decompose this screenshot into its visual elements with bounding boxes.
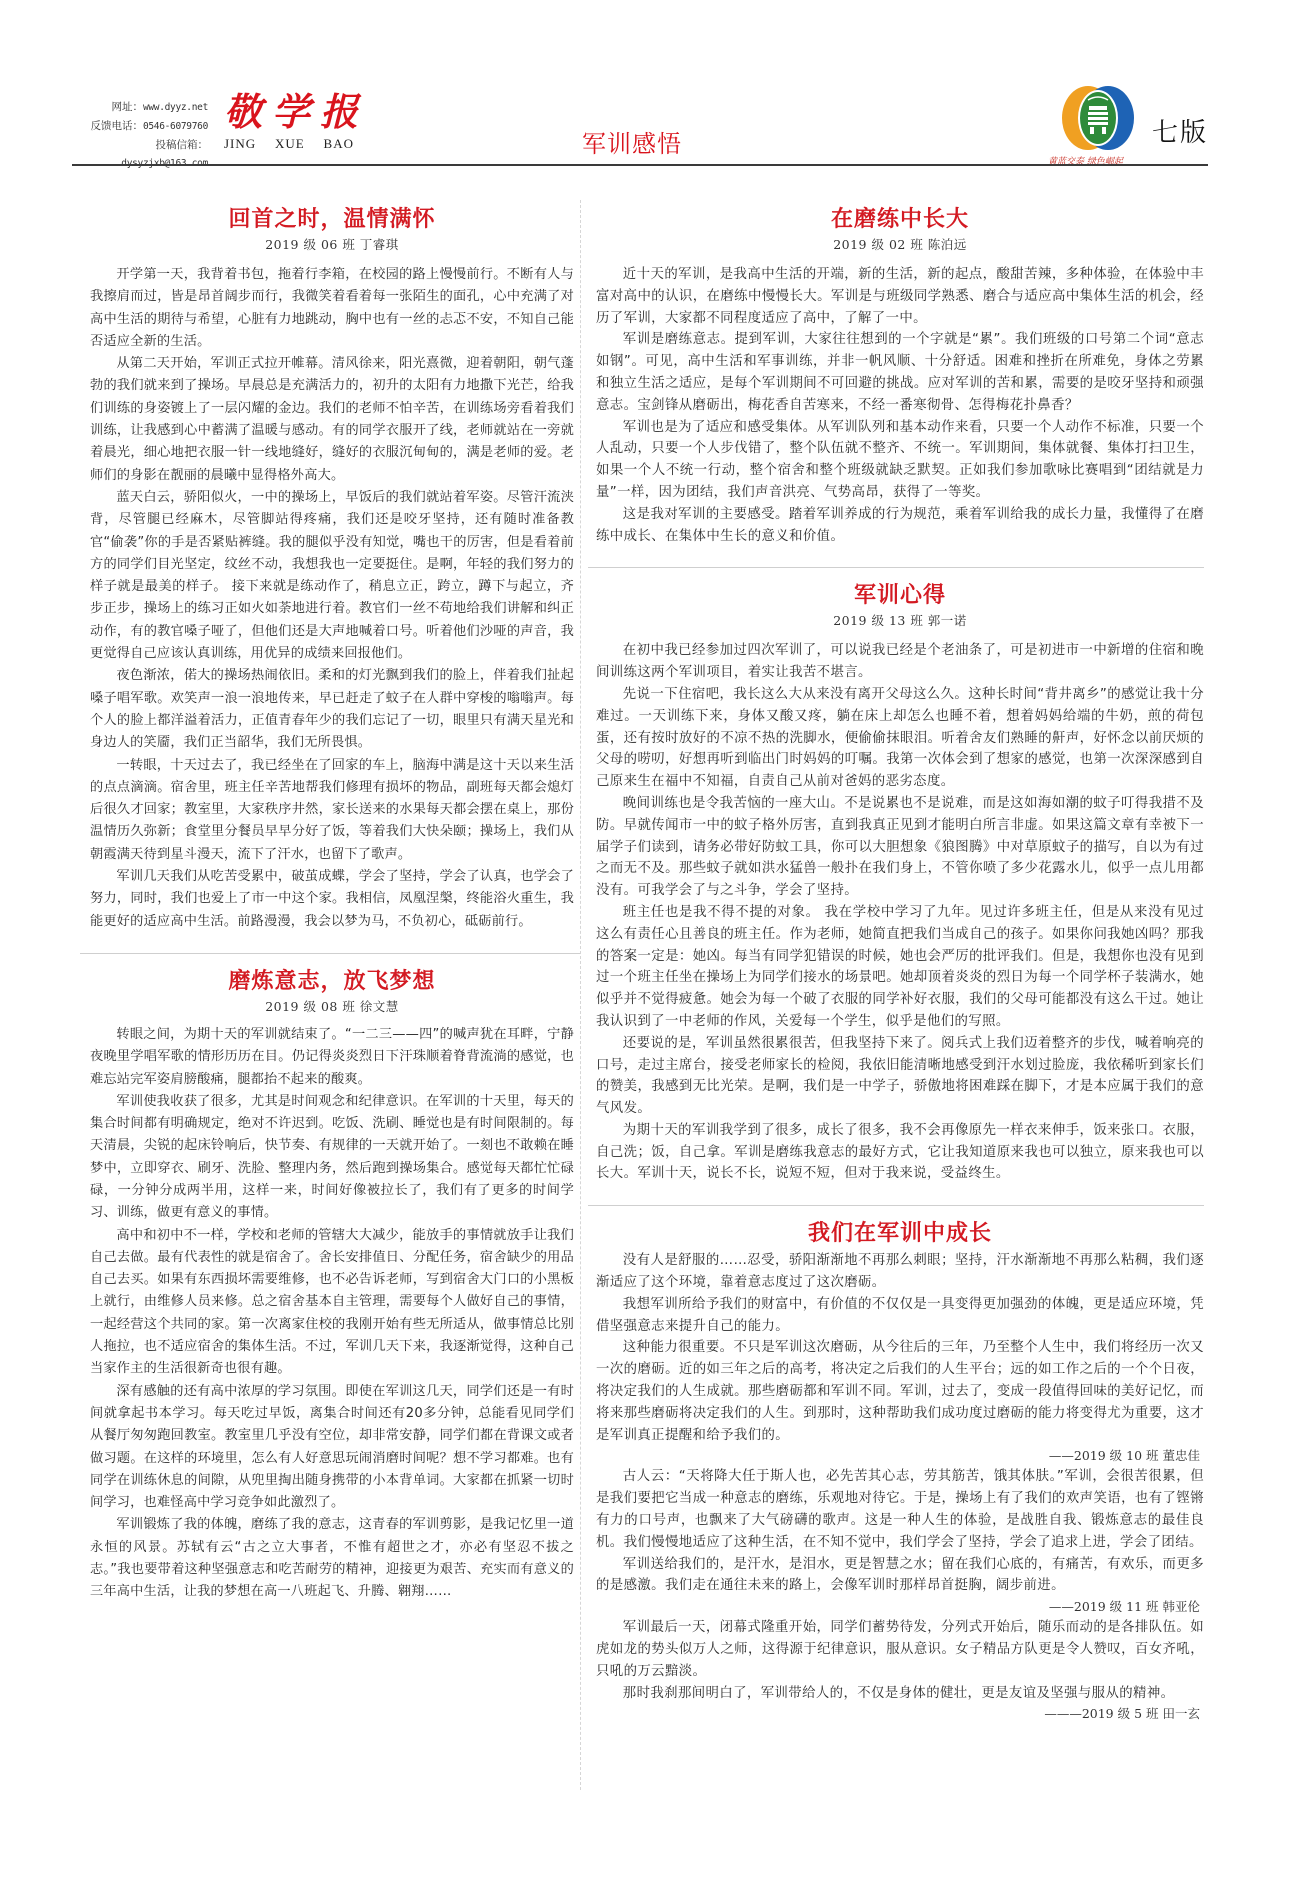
paragraph: 还要说的是，军训虽然很累很苦，但我坚持下来了。阅兵式上我们迈着整齐的步伐，喊着响亮的口号，走过主席台，接受老师家长的检阅，我依旧能清晰地感受到汗水划过脸庞，我依稀听到家长们的赞美，我感到无比光荣。是啊，我们是一中学子，骄傲地将困难踩在脚下，才是本应属于我们的意气风发。 (596, 1035, 1204, 1117)
author-signature: ———2019 级 5 班 田一玄 (1044, 1706, 1200, 1722)
paragraph: 晚间训练也是令我苦恼的一座大山。不是说累也不是说难，而是这如海如潮的蚊子叮得我措不及防。早就传闻市一中的蚊子格外厉害，直到我真正见到才能明白所言非虚。如果这篇文章有幸被下一届学子们读到，请务必带好防蚊工具，你可以大胆想象《狼图腾》中对草原蚊子的描写，自以为有过之而无不及。那些蚊子就如洪水猛兽一般扑在我们身上，不管你喷了多少花露水儿，似乎一点儿用都没有。可我学会了与之斗争，学会了坚持。 (596, 795, 1204, 899)
paragraph: 军训使我收获了很多，尤其是时间观念和纪律意识。在军训的十天里，每天的集合时间都有明确规定，绝对不许迟到。吃饭、洗刷、睡觉也是有时间限制的。每天清晨，尖锐的起床铃响后，快节奏、有规律的一天就开始了。一刻也不敢赖在睡梦中，立即穿衣、刷牙、洗脸、整理内务，然后跑到操场集合。感觉每天都忙忙碌碌，一分钟分成两半用，这样一来，时间好像被拉长了，我们有了更多的时间学习、训练，做更有意义的事情。 (90, 1093, 574, 1221)
article (596, 580, 1204, 1185)
paragraph: 先说一下住宿吧，我长这么大从来没有离开父母这么久。这种长时间“背井离乡”的感觉让我十分难过。一天训练下来，身体又酸又疼，躺在床上却怎么也睡不着，想着妈妈给端的牛奶，煎的荷包蛋，还有按时放好的不凉不热的洗脚水，便偷偷抹眼泪。听着舍友们熟睡的鼾声，好怀念以前厌烦的父母的唠叨，好想再听到临出门时妈妈的叮嘱。我第一次体会到了想家的感觉，也第一次深深感到自己原来生在福中不知福，自责自己从前对爸妈的恶劣态度。 (596, 686, 1204, 790)
paragraph: 深有感触的还有高中浓厚的学习氛围。即使在军训这几天，同学们还是一有时间就拿起书本学习。每天吃过早饭，离集合时间还有20多分钟，总能看见同学们从餐厅匆匆跑回教室。教室里几乎没有空位，却非常安静，同学们都在背课文或者做习题。在这样的环境里，怎么有人好意思玩闹消磨时间呢？想不学习都难。也有同学在训练休息的间隙，从兜里掏出随身携带的小本背单词。大家都在抓紧一切时间学习，也难怪高中学习竞争如此激烈了。 (90, 1383, 574, 1511)
contact-email: 投稿信箱：dysyzjxb@163.com (121, 139, 208, 169)
school-logo-icon (1060, 84, 1136, 154)
paragraph: 军训几天我们从吃苦受累中，破茧成蝶，学会了坚持，学会了认真，也学会了努力，同时，我们也爱上了市一中这个家。我相信，凤凰涅槃，终能浴火重生，我能更好的适应高中生活。前路漫漫，我会以梦为马，不负初心，砥砺前行。 (90, 869, 574, 929)
paragraph: 转眼之间，为期十天的军训就结束了。“一二三——四”的喊声犹在耳畔，宁静夜晚里学唱军歌的情形历历在目。仍记得炎炎烈日下汗珠顺着脊背流淌的感觉，也难忘站完军姿肩膀酸痛，腿都抬不起来的酸爽。 (90, 1026, 574, 1087)
email-link[interactable]: dysyzjxb@163.com (121, 158, 208, 169)
article-byline: 2019 级 06 班 丁睿琪 (265, 237, 399, 252)
contact-website: 网址：www.dyyz.net (111, 101, 208, 113)
article-separator (80, 953, 580, 954)
author-signature: ——2019 级 11 班 韩亚伦 (1048, 1599, 1200, 1615)
website-link[interactable]: www.dyyz.net (142, 102, 208, 113)
school-motto: 黄蓝交泰 绿色崛起 (1048, 157, 1123, 167)
paragraph: 一转眼，十天过去了，我已经坐在了回家的车上，脑海中满是这十天以来生活的点点滴滴。宿舍里，班主任辛苦地帮我们修理有损坏的物品，副班每天都会熄灯后很久才回家；教室里，大家秩序井然，家长送来的水果每天都会摆在桌上，那份温情历久弥新；食堂里分餐员早早分好了饭，等着我们大快朵颐；操场上，我们从朝霞满天待到星斗漫天，流下了汗水，也留下了歌声。 (90, 757, 574, 862)
article-separator (588, 1205, 1204, 1206)
paragraph: 军训是磨练意志。提到军训，大家往往想到的一个字就是“累”。我们班级的口号第二个词“意志如钢”。可见，高中生活和军事训练，并非一帆风顺、十分舒适。困难和挫折在所难免，身体之劳累和独立生活之适应，是每个军训期间不可回避的挑战。应对军训的苦和累，需要的是咬牙坚持和顽强意志。宝剑锋从磨砺出，梅花香自苦寒来，不经一番寒彻骨、怎得梅花扑鼻香？ (596, 332, 1204, 413)
paragraph: 开学第一天，我背着书包，拖着行李箱，在校园的路上慢慢前行。不断有人与我擦肩而过，皆是昂首阔步而行，我微笑着看着每一张陌生的面孔，心中充满了对高中生活的期待与希望，心脏有力地跳动，胸中也有一丝的忐忑不安，不知自己能否适应全新的生活。 (90, 267, 574, 349)
paragraph: 夜色渐浓，偌大的操场热闹依旧。柔和的灯光飘到我们的脸上，伴着我们扯起嗓子唱军歌。欢笑声一浪一浪地传来，早已赶走了蚊子在人群中穿梭的嗡嗡声。每个人的脸上都洋溢着活力，正值青春年少的我们忘记了一切，眼里只有满天星光和身边人的笑靥，我们正当韶华，我们无所畏惧。 (90, 668, 574, 751)
article (90, 204, 574, 933)
paragraph: 班主任也是我不得不提的对象。 我在学校中学习了九年。见过许多班主任，但是从来没有见过这么有责任心且善良的班主任。作为老师，她简直把我们当成自己的孩子。如果你问我她凶吗？那我的答案一定是：她凶。每当有同学犯错误的时候，她也会严厉的批评我们。但是，我想你也没有见到过一个班主任坐在操场上为同学们接水的场景吧。她却顶着炎炎的烈日为每一个同学杯子装满水，她似乎并不觉得疲惫。她会为每一个破了衣服的同学补好衣服，我们的父母可能都没有这么干过。她让我认识到了一中老师的作风，关爱每一个学生，似乎是他们的写照。 (596, 904, 1204, 1029)
article-title: 我们在军训中成长 (807, 1220, 992, 1247)
paragraph: 古人云：“天将降大任于斯人也，必先苦其心志，劳其筋苦，饿其体肤。”军训，会很苦很累，但是我们要把它当成一种意志的磨练，乐观地对待它。于是，操场上有了我们的欢声笑语，也有了铿锵有力的口号声，也飘来了大气磅礴的歌声。这是一种人生的体验，是战胜自我、锻炼意志的最佳良机。我们慢慢地适应了这种生活，在不知不觉中，我们学会了坚持，学会了追求上进，学会了团结。 (596, 1469, 1204, 1550)
article-separator (588, 567, 1204, 568)
article-byline: 2019 级 13 班 郭一诺 (833, 613, 967, 629)
paragraph: 近十天的军训，是我高中生活的开端，新的生活，新的起点，酸甜苦辣，多种体验，在体验中丰富对高中的认识，在磨练中慢慢长大。军训是与班级同学熟悉、磨合与适应高中集体生活的机会，经历了军训，大家都不同程度适应了高中，了解了一中。 (596, 267, 1204, 326)
paragraph: 军训锻炼了我的体魄，磨练了我的意志，这青春的军训剪影，是我记忆里一道永恒的风景。苏轼有云“古之立大事者，不惟有超世之才，亦必有坚忍不拔之志。”我也要带着这种坚强意志和吃苦耐劳的精神，迎接更为艰苦、充实而有意义的三年高中生活，让我的梦想在高一八班起飞、升腾、翱翔…… (90, 1517, 574, 1600)
paragraph: 高中和初中不一样，学校和老师的管辖大大减少，能放手的事情就放手让我们自己去做。最有代表性的就是宿舍了。舍长安排值日、分配任务，宿舍缺少的用品自己去买。如果有东西损坏需要维修，也不必告诉老师，写到宿舍大门口的小黑板上就行，由维修人员来修。总之宿舍基本自主管理，需要每个人做好自己的事情，一起经营这个共同的家。第一次离家住校的我刚开始有些无所适从，做事情总比别人拖拉，也不适应宿舍的集体生活。不过，军训几天下来，我逐渐觉得，这种自己当家作主的生活很新奇也很有趣。 (90, 1227, 574, 1377)
article-title: 磨炼意志，放飞梦想 (228, 967, 436, 994)
section-title: 军训感悟 (582, 130, 682, 158)
article-body (90, 1024, 574, 1604)
article (596, 204, 1204, 547)
contact-phone: 反馈电话：0546-6079760 (90, 120, 208, 132)
column-divider (580, 200, 581, 1790)
brand-name: 敬学报 (224, 89, 369, 134)
paragraph: 我想军训所给予我们的财富中，有价值的不仅仅是一具变得更加强劲的体魄，更是适应环境，凭借坚强意志来提升自己的能力。 (596, 1296, 1204, 1334)
article-title: 在磨练中长大 (830, 206, 969, 232)
masthead (72, 88, 1209, 169)
brand-pinyin: JING XUE BAO (224, 136, 354, 151)
edition-number: 七版 (1152, 118, 1209, 148)
paragraph: 没有人是舒服的……忍受，骄阳渐渐地不再那么刺眼；坚持，汗水渐渐地不再那么粘稠，我们逐渐适应了这个环境，靠着意志度过了这次磨砺。 (596, 1253, 1204, 1291)
paragraph: 从第二天开始，军训正式拉开帷幕。清风徐来，阳光熹微，迎着朝阳，朝气蓬勃的我们就来到了操场。早晨总是充满活力的，初升的太阳有力地撒下光芒，给我们训练的身姿镀上了一层闪耀的金边。我们的老师不怕辛苦，在训练场旁看着我们训练，让我感到心中蓄满了温暖与感动。有的同学衣服开了线，老师就站在一旁就着晨光，细心地把衣服一针一线地缝好，缝好的衣服沉甸甸的，满是老师的爱。老师们的身影在靓丽的晨曦中显得格外高大。 (90, 356, 574, 483)
contact-info (72, 98, 208, 173)
paragraph: 在初中我已经参加过四次军训了，可以说我已经是个老油条了，可是初进市一中新增的住宿和晚间训练这两个军训项目，着实让我苦不堪言。 (596, 643, 1204, 681)
article-byline: 2019 级 08 班 徐文慧 (265, 998, 399, 1014)
article-title: 军训心得 (853, 582, 946, 609)
article-body (596, 1250, 1204, 1724)
article (596, 1218, 1204, 1724)
paragraph: 那时我刹那间明白了，军训带给人的，不仅是身体的健壮，更是友谊及坚强与服从的精神。 (622, 1685, 1175, 1701)
article-body (596, 640, 1204, 1185)
article-title: 回首之时，温情满怀 (228, 206, 436, 232)
paragraph: 为期十天的军训我学到了很多，成长了很多，我不会再像原先一样衣来伸手，饭来张口。衣服，自己洗；饭，自己拿。军训是磨练我意志的最好方式，它让我知道原来我也可以独立，原来我也可以长大。军训十天，说长不长，说短不短，但对于我来说，受益终生。 (596, 1122, 1204, 1182)
paragraph: 军训也是为了适应和感受集体。从军训队列和基本动作来看，只要一个人动作不标准，只要一个人乱动，只要一个人步伐错了，整个队伍就不整齐、不统一。军训期间，集体就餐、集体打扫卫生，如果一个人不统一行动，整个宿舍和整个班级就缺乏默契。正如我们参加歌咏比赛唱到“团结就是力量”一样，因为团结，我们声音洪亮、气势高昂，获得了一等奖。 (596, 419, 1204, 500)
newspaper-brand (224, 90, 384, 152)
paragraph: 军训最后一天，闭幕式隆重开始，同学们蓄势待发，分列式开始后，随乐而动的是各排队伍。如虎如龙的势头似万人之师，这得源于纪律意识，服从意识。女子精品方队更是令人赞叹，百女齐吼，只吼的万云黯淡。 (596, 1620, 1204, 1679)
left-column (90, 196, 574, 1604)
author-signature: ——2019 级 10 班 董忠佳 (1048, 1448, 1200, 1464)
paragraph: 这是我对军训的主要感受。踏着军训养成的行为规范，乘着军训给我的成长力量，我懂得了在磨练中成长、在集体中生长的意义和价值。 (596, 506, 1204, 544)
masthead-rule (72, 164, 1208, 166)
right-column (596, 196, 1204, 1724)
article (90, 966, 574, 1604)
paragraph: 蓝天白云，骄阳似火，一中的操场上，早饭后的我们就站着军姿。尽管汗流浃背，尽管腿已经麻木，尽管脚站得疼痛，我们还是咬牙坚持，还有随时准备教官“偷袭”你的手是否紧贴裤缝。我的腿似乎没有知觉，嘴也干的厉害，但是看着前方的同学们目光坚定，纹丝不动，我想我也一定要挺住。是啊，年轻的我们努力的样子就是最美的样子。 接下来就是练动作了，稍息立正，跨立，蹲下与起立，齐步正步，操场上的练习正如火如荼地进行着。教官们一丝不苟地给我们讲解和纠正动作，有的教官嗓子哑了，但他们还是大声地喊着口号。听着他们沙哑的声音，我更觉得自己应该认真训练，用优异的成绩来回报他们。 (90, 489, 574, 662)
article-body (596, 264, 1204, 547)
paragraph: 这种能力很重要。不只是军训这次磨砺，从今往后的三年，乃至整个人生中，我们将经历一次又一次的磨砺。近的如三年之后的高考，将决定之后我们的人生平台；远的如工作之后的一个个日夜，将决定我们的人生成就。那些磨砺都和军训不同。军训，过去了，变成一段值得回味的美好记忆，而将来那些磨砺将决定我们的人生。到那时，这种帮助我们成功度过磨砺的能力将变得尤为重要，这才是军训真正提醒和给予我们的。 (596, 1340, 1204, 1443)
paragraph: 军训送给我们的，是汗水，是泪水，更是智慧之水；留在我们心底的，有痛苦，有欢乐，而更多的是感激。我们走在通往未来的路上，会像军训时那样昂首挺胸，阔步前进。 (596, 1556, 1204, 1594)
article-body (90, 264, 574, 933)
article-byline: 2019 级 02 班 陈泊远 (833, 237, 967, 252)
